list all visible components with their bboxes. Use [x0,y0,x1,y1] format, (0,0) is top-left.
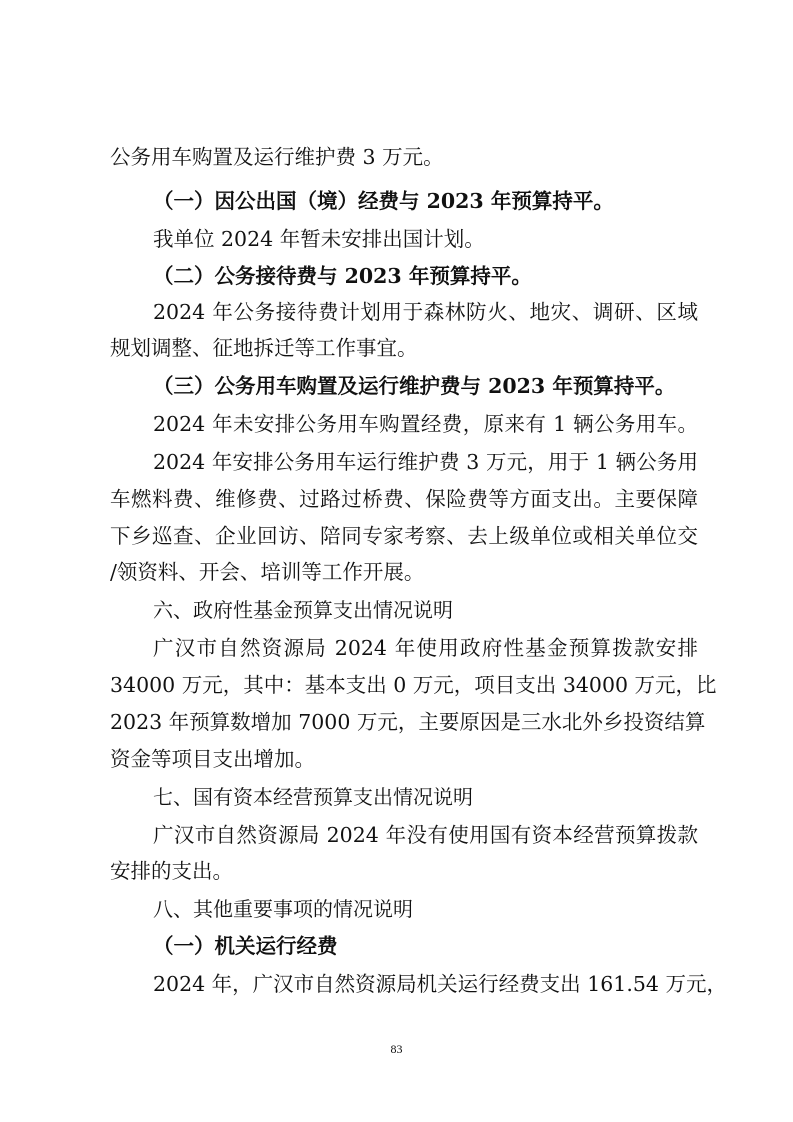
paragraph-line: 2024 年安排公务用车运行维护费 3 万元，用于 1 辆公务用 [153,450,698,474]
paragraph-line: 车燃料费、维修费、过路过桥费、保险费等方面支出。主要保障 [110,487,698,511]
paragraph-line: 34000 万元，其中：基本支出 0 万元，项目支出 34000 万元，比 [110,673,717,697]
section-heading: 八、其他重要事项的情况说明 [153,897,413,921]
paragraph-line: 2024 年，广汉市自然资源局机关运行经费支出 161.54 万元， [153,972,727,996]
paragraph-line: 广汉市自然资源局 2024 年使用政府性基金预算拨款安排 [153,636,698,660]
paragraph-line: 2023 年预算数增加 7000 万元，主要原因是三水北外乡投资结算 [110,710,706,734]
paragraph-line: /领资料、开会、培训等工作开展。 [110,560,425,584]
paragraph-line: 2024 年未安排公务用车购置经费，原来有 1 辆公务用车。 [153,412,698,436]
section-heading: （一）因公出国（境）经费与 2023 年预算持平。 [153,189,614,213]
section-heading: （二）公务接待费与 2023 年预算持平。 [153,264,532,288]
section-heading: （三）公务用车购置及运行维护费与 2023 年预算持平。 [153,374,676,398]
paragraph-line: 公务用车购置及运行维护费 3 万元。 [110,145,444,169]
section-heading: （一）机关运行经费 [153,934,338,958]
paragraph-line: 下乡巡查、企业回访、陪同专家考察、去上级单位或相关单位交 [110,524,698,548]
paragraph-line: 资金等项目支出增加。 [110,747,315,771]
section-heading: 六、政府性基金预算支出情况说明 [153,598,453,622]
paragraph-line: 安排的支出。 [110,859,233,883]
paragraph-line: 规划调整、征地拆迁等工作事宜。 [110,336,418,360]
page-number: 83 [390,1042,403,1056]
section-heading: 七、国有资本经营预算支出情况说明 [153,785,473,809]
paragraph-line: 广汉市自然资源局 2024 年没有使用国有资本经营预算拨款 [153,823,698,847]
paragraph-line: 我单位 2024 年暂未安排出国计划。 [153,227,485,251]
paragraph-line: 2024 年公务接待费计划用于森林防火、地灾、调研、区域 [153,300,698,324]
